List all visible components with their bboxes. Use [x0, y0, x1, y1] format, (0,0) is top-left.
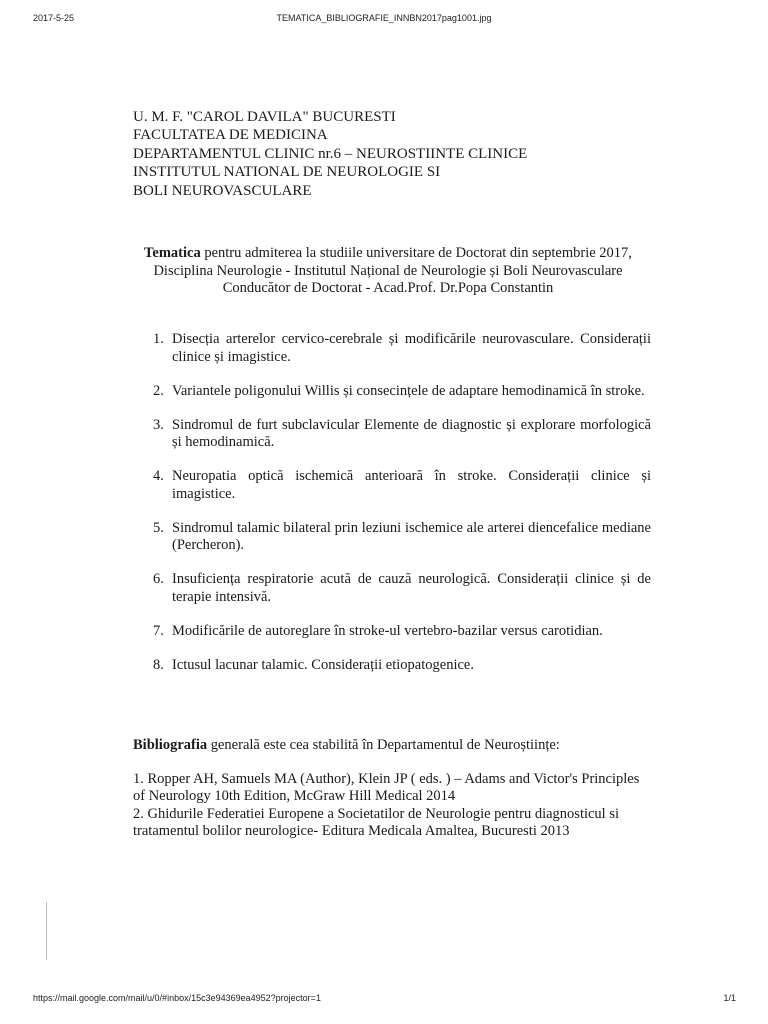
topic-text: Modificările de autoreglare în stroke-ul vertebro-bazilar versus carotidian. [172, 622, 603, 639]
topic-text: Variantele poligonului Willis și consecințele de adaptare hemodinamică în stroke. [172, 382, 645, 399]
list-item [145, 657, 651, 675]
intro-paragraph [128, 245, 648, 298]
topic-number: 7. [153, 622, 164, 639]
list-item [145, 571, 651, 606]
topic-text: Sindromul talamic bilateral prin leziuni ischemice ale arterei diencefalice mediane (Percheron). [172, 519, 651, 553]
list-item [145, 417, 651, 452]
print-date: 2017-5-25 [33, 13, 75, 23]
institution-line: BOLI NEUROVASCULARE [133, 182, 312, 199]
print-footer [0, 993, 768, 1007]
reference-list [133, 771, 653, 840]
print-page-count: 1/1 [723, 993, 736, 1003]
topic-list [145, 331, 651, 691]
list-item [145, 331, 651, 366]
intro-text: pentru admiterea la studiile universitare de Doctorat din septembrie 2017, Disciplina Neurologie - Institutul Național de Neurologie și Boli Neurovasculare [153, 245, 632, 279]
topic-text: Ictusul lacunar talamic. Considerații etiopatogenice. [172, 656, 474, 673]
topic-number: 3. [153, 416, 164, 433]
topic-text: Neuropatia optică ischemică anterioară în stroke. Considerații clinice și imagistice. [172, 468, 651, 502]
topic-text: Insuficiența respiratorie acută de cauză neurologică. Considerații clinice și de terapie intensivă. [172, 571, 651, 605]
topic-number: 8. [153, 656, 164, 673]
topic-number: 5. [153, 519, 164, 536]
list-item [145, 383, 651, 401]
list-item [145, 468, 651, 503]
bibliography-title: Bibliografia [133, 737, 208, 753]
print-url: https://mail.google.com/mail/u/0/#inbox/15c3e94369ea4952?projector=1 [33, 993, 321, 1003]
institution-line: DEPARTAMENTUL CLINIC nr.6 – NEUROSTIINTE CLINICE [133, 145, 528, 162]
intro-title: Tematica [144, 245, 201, 261]
topic-text: Disecția arterelor cervico-cerebrale și modificările neurovasculare. Considerații clinice și imagistice. [172, 331, 651, 365]
bibliography-heading [133, 737, 560, 754]
topic-number: 6. [153, 571, 164, 587]
scan-artifact [46, 902, 47, 960]
institution-line: INSTITUTUL NATIONAL DE NEUROLOGIE SI [133, 164, 441, 181]
print-filename: TEMATICA_BIBLIOGRAFIE_INNBN2017pag1001.jpg [276, 13, 492, 23]
topic-number: 1. [153, 331, 164, 347]
bibliography-text: generală este cea stabilită în Departamentul de Neuroștiințe: [207, 737, 560, 753]
topic-number: 2. [153, 382, 164, 399]
reference-item: 1. Ropper AH, Samuels MA (Author), Klein JP ( eds. ) – Adams and Victor's Principles of Neurology 10th Edition, McGraw Hill Medical 2014 [133, 771, 640, 805]
institution-header [133, 108, 527, 200]
reference-item: 2. Ghidurile Federatiei Europene a Societatilor de Neurologie pentru diagnosticul si tratamentul bolilor neurologice- Editura Medicala Amaltea, Bucuresti 2013 [133, 805, 620, 839]
topic-number: 4. [153, 468, 164, 484]
topic-text: Sindromul de furt subclavicular Elemente de diagnostic și explorare morfologică și hemodinamică. [172, 416, 651, 450]
list-item [145, 623, 651, 641]
list-item [145, 520, 651, 555]
institution-line: FACULTATEA DE MEDICINA [133, 127, 328, 144]
institution-line: U. M. F. "CAROL DAVILA" BUCURESTI [133, 109, 396, 125]
intro-supervisor: Conducător de Doctorat - Acad.Prof. Dr.Popa Constantin [222, 280, 554, 297]
